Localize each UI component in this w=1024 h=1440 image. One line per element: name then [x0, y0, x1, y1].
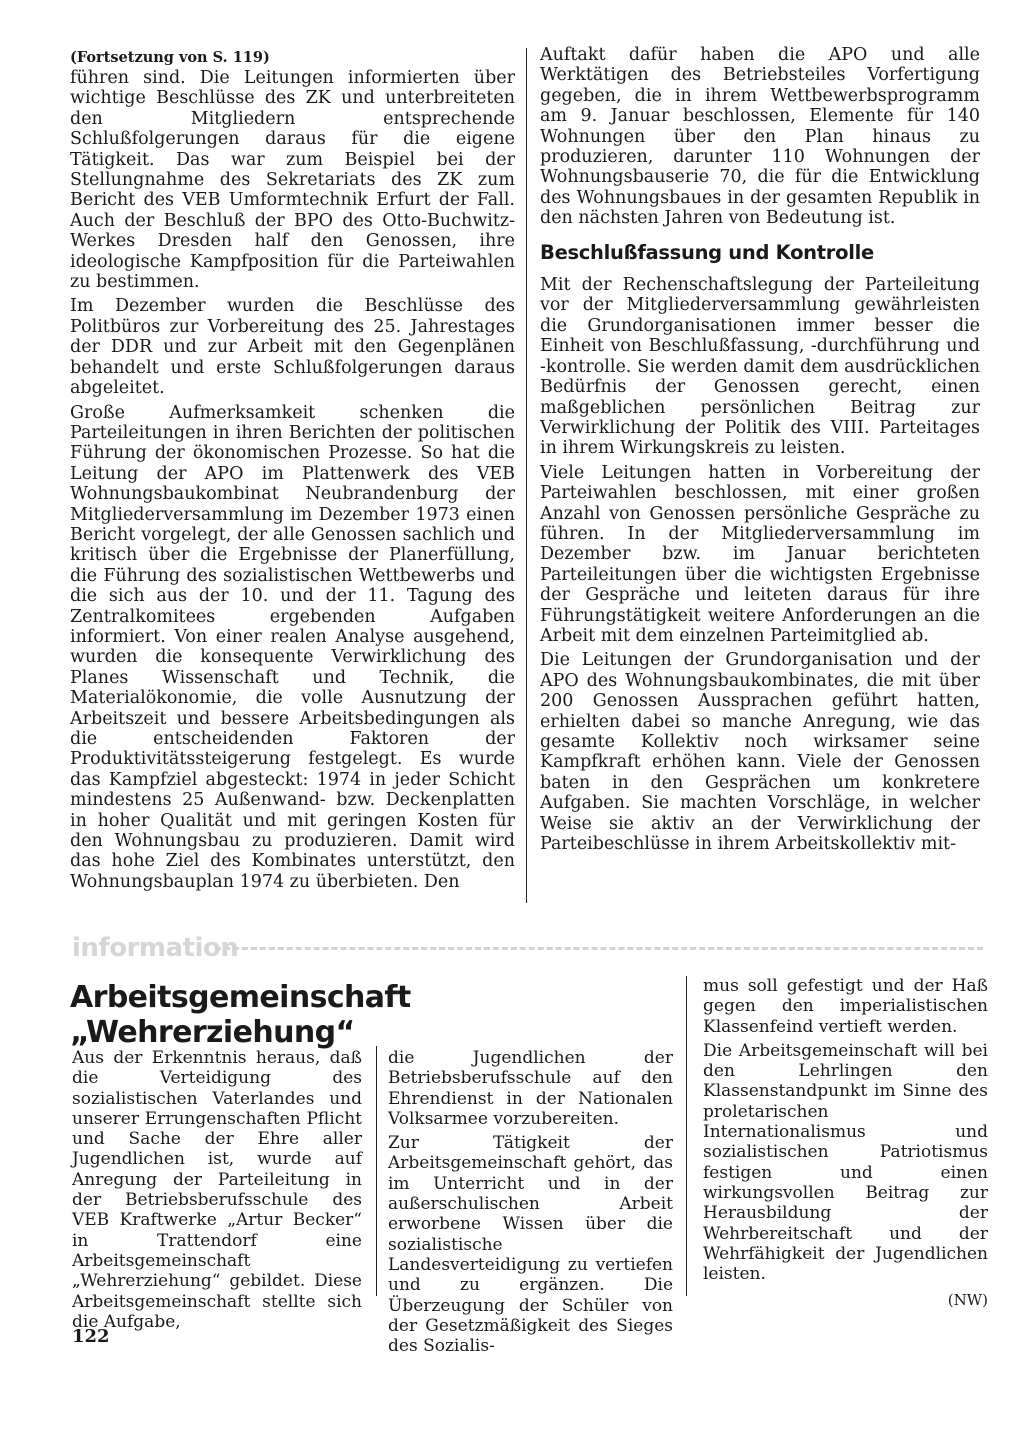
paragraph: Die Leitungen der Grundorganisation und der APO des Wohnungsbaukombinates, die mit über 200 Genossen Aussprachen geführt hatten, erhielten dabei so manche Anregung, wie das gesamte Kollektiv noch wirksamer seine Kampfkraft erhöhen kann. Viele der Genossen baten in den Gesprächen um konkretere Aufgaben. Sie machten Vorschläge, in welcher Weise sie aktiv an der Verwirklichung der Parteibeschlüsse in ihrem Arbeitskollektiv mit- [540, 650, 980, 855]
left-column [70, 48, 515, 896]
paragraph: Die Arbeitsgemeinschaft will bei den Lehrlingen den Klassenstandpunkt im Sinne des proletarischen Internationalismus und sozialistischen Patriotismus festigen und einen wirkungsvollen Beitrag zur Herausbildung der Wehrbereitschaft und der Wehrfähigkeit der Jugendlichen leisten. [703, 1040, 988, 1285]
article-title: Arbeitsgemeinschaft „Wehrerziehung“ [70, 980, 411, 1050]
continuation-note: (Fortsetzung von S. 119) [70, 49, 270, 66]
paragraph: Mit der Rechenschaftslegung der Parteileitung vor der Mitgliederversammlung gewährleisten die Grundorganisationen immer besser die Einheit von Beschlußfassung, -durchführung und -kontrolle. Sie werden damit dem ausdrücklichen Bedürfnis der Genossen gerecht, einen maßgeblichen persönlichen Beitrag zur Verwirklichung der Politik des VIII. Parteitages in ihrem Wirkungskreis zu leisten. [540, 275, 980, 459]
right-column [540, 45, 980, 858]
page-number: 122 [72, 1326, 110, 1347]
article-column-2 [388, 1048, 673, 1360]
author-signature: (NW) [947, 1291, 988, 1310]
paragraph: Auftakt dafür haben die APO und alle Werktätigen des Betriebsteiles Vorfertigung gegeben, die in ihrem Wettbewerbsprogramm am 9. Januar beschlossen, Elemente für 140 Wohnungen über den Plan hinaus zu produzieren, darunter 110 Wohnungen der Wohnungsbauserie 70, die für die Entwicklung des Wohnungsbaues in der gesamten Republik in den nächsten Jahren von Bedeutung ist. [540, 45, 980, 229]
paragraph: Große Aufmerksamkeit schenken die Parteileitungen in ihren Berichten der politischen Führung der ökonomischen Prozesse. So hat die Leitung der APO im Plattenwerk des VEB Wohnungsbaukombinat Neubrandenburg der Mitgliederversammlung im Dezember 1973 einen Bericht vorgelegt, der alle Genossen sachlich und kritisch über die Ergebnisse der Planerfüllung, die Führung des sozialistischen Wettbewerbs und die sich aus der 10. und der 11. Tagung des Zentralkomitees ergebenden Aufgaben informiert. Von einer realen Analyse ausgehend, wurden die konsequente Verwirklichung des Planes Wissenschaft und Technik, die Materialökonomie, die volle Ausnutzung der Arbeitszeit und bessere Arbeitsbedingungen als die entscheidenden Faktoren der Produktivitätssteigerung festgelegt. Es wurde das Kampfziel abgesteckt: 1974 in jeder Schicht mindestens 25 Außenwand- bzw. Deckenplatten in hoher Qualität und mit geringen Kosten für den Wohnungsbau zu produzieren. Damit wird das hohe Ziel des Kombinates unterstützt, den Wohnungsbauplan 1974 zu überbieten. Den [70, 402, 515, 892]
section-heading: Beschlußfassung und Kontrolle [540, 240, 874, 264]
article-column-1 [72, 1048, 362, 1336]
paragraph: Aus der Erkenntnis heraus, daß die Verteidigung des sozialistischen Vaterlandes und unserer Errungenschaften Pflicht und Sache der Ehre aller Jugendlichen ist, wurde auf Anregung der Parteileitung in der Betriebsberufsschule des VEB Kraftwerke „Artur Becker“ in Trattendorf eine Arbeitsgemeinschaft „Wehrerziehung“ gebildet. Diese Arbeitsgemeinschaft stellte sich die Aufgabe, [72, 1048, 362, 1332]
column-divider [686, 976, 687, 1296]
column-divider [376, 1046, 377, 1296]
paragraph: Im Dezember wurden die Beschlüsse des Politbüros zur Vorbereitung des 25. Jahrestages der DDR und zur Arbeit mit den Gegenplänen behandelt und erste Schlußfolgerungen daraus abgeleitet. [70, 296, 515, 399]
column-divider [526, 48, 527, 903]
information-label: information [72, 933, 239, 963]
paragraph: Zur Tätigkeit der Arbeitsgemeinschaft gehört, das im Unterricht und in der außerschulischen Arbeit erworbene Wissen über die sozialistische Landesverteidigung zu vertiefen und zu ergänzen. Die Überzeugung der Schüler von der Gesetzmäßigkeit des Sieges des Sozialis- [388, 1133, 673, 1357]
paragraph: mus soll gefestigt und der Haß gegen den imperialistischen Klassenfeind vertieft werden. [703, 976, 988, 1037]
paragraph: Viele Leitungen hatten in Vorbereitung der Parteiwahlen beschlossen, mit einer großen Anzahl von Genossen persönliche Gespräche zu führen. In der Mitgliederversammlung im Dezember bzw. im Januar berichteten Parteileitungen über die wichtigsten Ergebnisse der Gespräche und leiteten daraus für ihre Führungstätigkeit weitere Anforderungen an die Arbeit mit dem einzelnen Parteimitglied ab. [540, 462, 980, 646]
paragraph: die Jugendlichen der Betriebsberufsschule auf den Ehrendienst in der Nationalen Volksarmee vorzubereiten. [388, 1048, 673, 1129]
information-rule [215, 947, 983, 950]
paragraph: führen sind. Die Leitungen informierten über wichtige Beschlüsse des ZK und unterbreiteten den Mitgliedern entsprechende Schlußfolgerungen daraus für die eigene Tätigkeit. Das war zum Beispiel bei der Stellungnahme des Sekretariats des ZK zum Bericht des VEB Umformtechnik Erfurt der Fall. Auch der Beschluß der BPO des Otto-Buchwitz-Werkes Dresden half den Genossen, ihre ideologische Kampfposition für die Parteiwahlen zu bestimmen. [70, 68, 515, 293]
article-column-3 [703, 976, 988, 1311]
